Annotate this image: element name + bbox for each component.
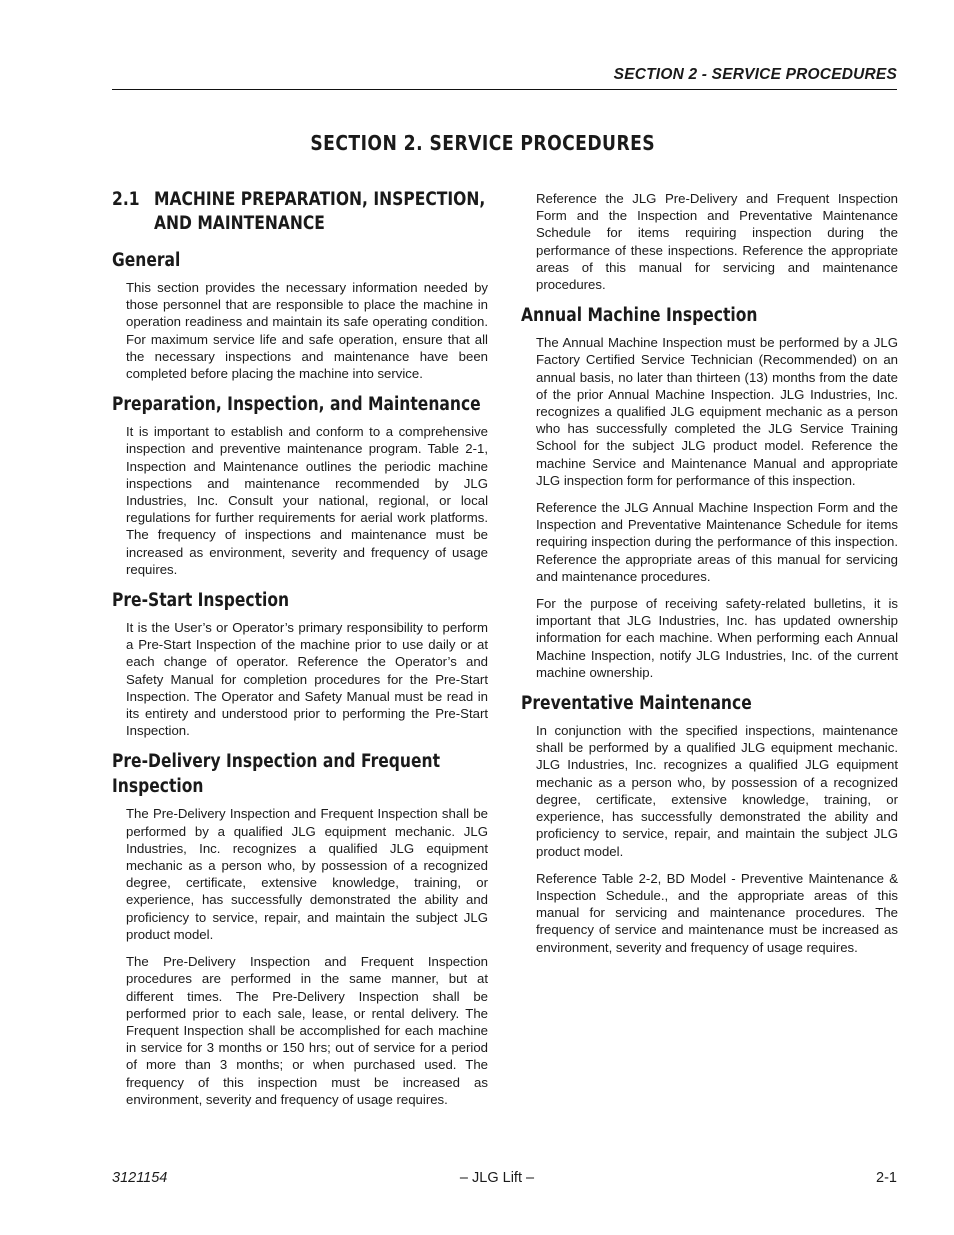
subsection-heading — [112, 188, 488, 236]
heading-pre-delivery-line2: Inspection — [112, 776, 204, 798]
heading-pre-delivery — [112, 749, 488, 799]
subsection-title-line2: AND MAINTENANCE — [154, 213, 325, 234]
subsection-number: 2.1 — [112, 189, 140, 210]
annual-paragraph-3: For the purpose of receiving safety-related bulletins, it is important that JLG Industries, Inc. has updated ownership information for each machine. When performing each Annual Machine Inspection, notify JLG Industries, Inc. of the current machine ownership. — [536, 596, 898, 680]
pre-start-paragraph: It is the User’s or Operator’s primary responsibility to perform a Pre-Start Inspection of the machine prior to use daily or at each change of operator. Reference the Operator’s and Safety Manual for completion procedures for the Pre-Start Inspection. The Operator and Safety Manual must be read in its entirety and understood prior to performing the Pre-Start Inspection. — [126, 620, 488, 739]
heading-pre-start: Pre-Start Inspection — [112, 590, 290, 612]
header-rule — [112, 89, 897, 90]
heading-general: General — [112, 250, 181, 271]
footer-doc-number: 3121154 — [112, 1170, 168, 1186]
preventative-paragraph-1: In conjunction with the specified inspections, maintenance shall be performed by a qualified JLG equipment mechanic. JLG Industries, Inc. recognizes a qualified JLG equipment mechanic as a person who, by possession of a recognized degree, certificate, extensive knowledge, training, or experience, has successfully demonstrated the ability and proficiency to service, repair, and maintain the subject JLG product model. — [536, 723, 898, 859]
pre-delivery-paragraph-2: The Pre-Delivery Inspection and Frequent Inspection procedures are performed in the same manner, but at different times. The Pre-Delivery Inspection shall be performed prior to each sale, lease, or rental delivery. The Frequent Inspection shall be accomplished for each machine in service for 3 months or 150 hrs; out of service for a period of more than 3 months; or when purchased used. The frequency of this inspection must be increased as environment, severity and frequency of usage requires. — [126, 954, 488, 1107]
footer-page-number: 2-1 — [876, 1170, 897, 1186]
subsection-title-line1: MACHINE PREPARATION, INSPECTION, — [154, 189, 486, 210]
heading-preventative-maintenance: Preventative Maintenance — [521, 693, 752, 715]
annual-paragraph-2: Reference the JLG Annual Machine Inspection Form and the Inspection and Preventative Maintenance Schedule for items requiring inspection during the performance of this inspection. Reference the appropriate areas of this manual for servicing and maintenance procedures. — [536, 500, 898, 584]
right-column — [521, 190, 898, 966]
footer-center-label: – JLG Lift – — [459, 1170, 535, 1186]
section-title: SECTION 2. SERVICE PROCEDURES — [310, 131, 656, 155]
heading-preparation: Preparation, Inspection, and Maintenance — [112, 394, 481, 416]
annual-paragraph-1: The Annual Machine Inspection must be performed by a JLG Factory Certified Service Technician (Recommended) on an annual basis, no later than thirteen (13) months from the date of the prior Annual Machine Inspection. JLG Industries, Inc. recognizes a qualified JLG equipment mechanic as a person who has successfully completed the JLG Service Training School for the subject JLG product model. Reference the machine Service and Maintenance Manual and appropriate JLG inspection form for performance of this inspection. — [536, 335, 898, 488]
preparation-paragraph: It is important to establish and conform to a comprehensive inspection and preventive maintenance program. Table 2-1, Inspection and Maintenance outlines the periodic machine inspections and maintenance recommended by JLG Industries, Inc. Consult your national, regional, or local regulations for further requirements for aerial work platforms. The frequency of inspections and maintenance must be increased as environment, severity and frequency of usage requires. — [126, 424, 488, 577]
running-header-title: SECTION 2 - SERVICE PROCEDURES — [613, 66, 897, 83]
subsection-title — [154, 188, 485, 236]
preventative-paragraph-2: Reference Table 2-2, BD Model - Preventive Maintenance & Inspection Schedule., and the appropriate areas of this manual for servicing and maintenance procedures. The frequency of service and maintenance must be increased as environment, severity and frequency of usage requires. — [536, 870, 898, 955]
pre-delivery-paragraph-1: The Pre-Delivery Inspection and Frequent Inspection shall be performed by a qualified JLG equipment mechanic. JLG Industries, Inc. recognizes a qualified JLG equipment mechanic as a person who, by possession of a recognized degree, certificate, extensive knowledge, training, or experience, has successfully demonstrated the ability and proficiency to service, repair, and maintain the subject JLG product model. — [126, 806, 488, 942]
heading-pre-delivery-line1: Pre-Delivery Inspection and Frequent — [112, 751, 441, 773]
general-paragraph: This section provides the necessary information needed by those personnel that are responsible to place the machine in operation readiness and maintain its safe operating condition. For maximum service life and safe operation, ensure that all the necessary inspections and maintenance have been completed before placing the machine into service. — [126, 280, 488, 382]
left-column — [112, 188, 488, 1118]
pre-delivery-reference-paragraph: Reference the JLG Pre-Delivery and Frequent Inspection Form and the Inspection and Preventative Maintenance Schedule for items requiring inspection during the performance of these inspections. Reference the appropriate areas of this manual for servicing and maintenance procedures. — [536, 191, 898, 293]
heading-annual-inspection: Annual Machine Inspection — [521, 305, 758, 327]
